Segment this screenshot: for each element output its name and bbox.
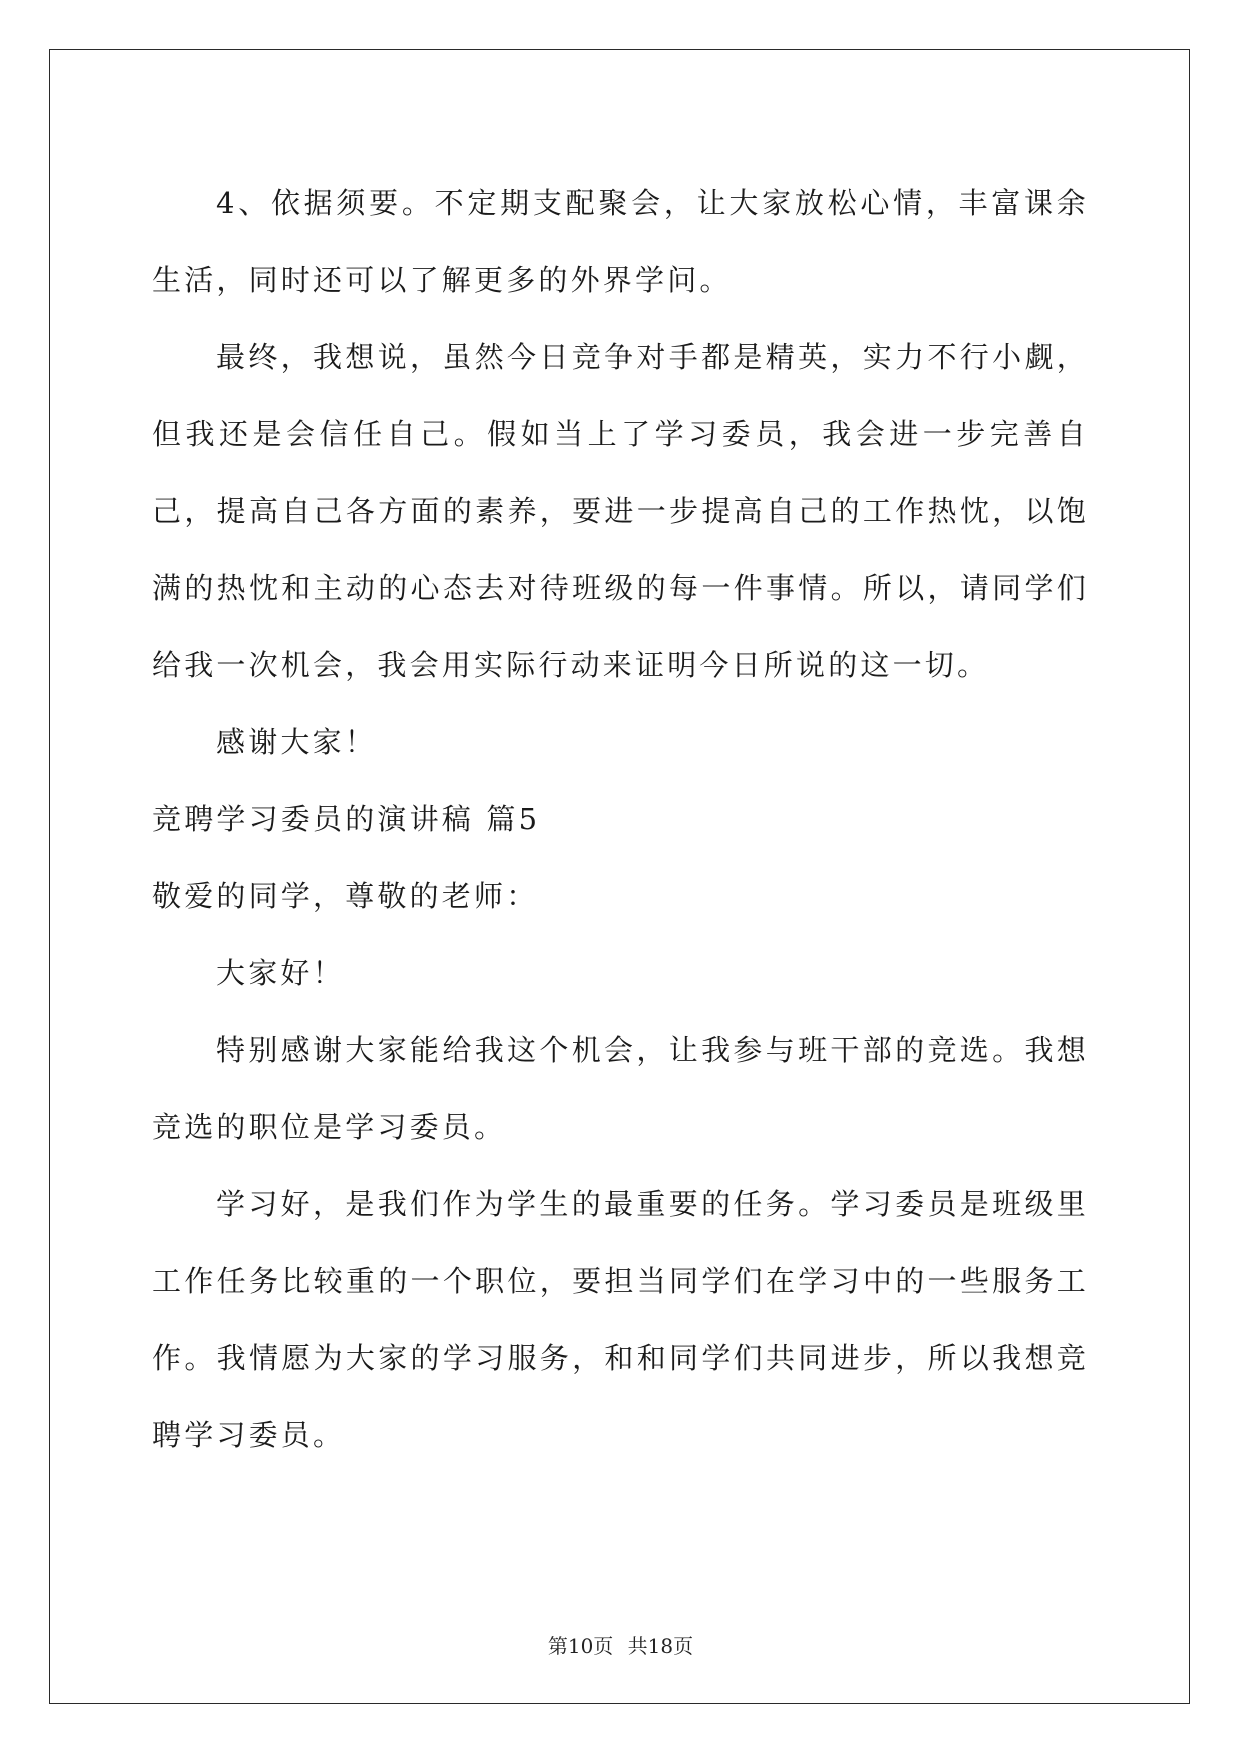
section-heading: 竞聘学习委员的演讲稿 篇5 (152, 802, 541, 836)
document-body (152, 165, 1089, 1474)
page-number: 第10页 (547, 1634, 614, 1658)
paragraph: 感谢大家！ (216, 725, 378, 759)
page-footer (0, 1630, 1241, 1659)
paragraph: 最终，我想说，虽然今日竞争对手都是精英，实力不行小觑，但我还是会信任自己。假如当上了学习委员，我会进一步完善自己，提高自己各方面的素养，要进一步提高自己的工作热忱，以饱满的热忱和主动的心态去对待班级的每一件事情。所以，请同学们给我一次机会，我会用实际行动来证明今日所说的这一切。 (152, 340, 1089, 682)
salutation: 敬爱的同学，尊敬的老师： (152, 879, 539, 913)
paragraph: 特别感谢大家能给我这个机会，让我参与班干部的竞选。我想竞选的职位是学习委员。 (152, 1033, 1089, 1144)
paragraph: 学习好，是我们作为学生的最重要的任务。学习委员是班级里工作任务比较重的一个职位，要担当同学们在学习中的一些服务工作。我情愿为大家的学习服务，和和同学们共同进步，所以我想竞聘学习委员。 (152, 1187, 1089, 1452)
page-total: 共18页 (627, 1634, 694, 1658)
paragraph: 大家好！ (216, 956, 345, 990)
paragraph: 4、依据须要。不定期支配聚会，让大家放松心情，丰富课余生活，同时还可以了解更多的外界学问。 (152, 186, 1089, 297)
